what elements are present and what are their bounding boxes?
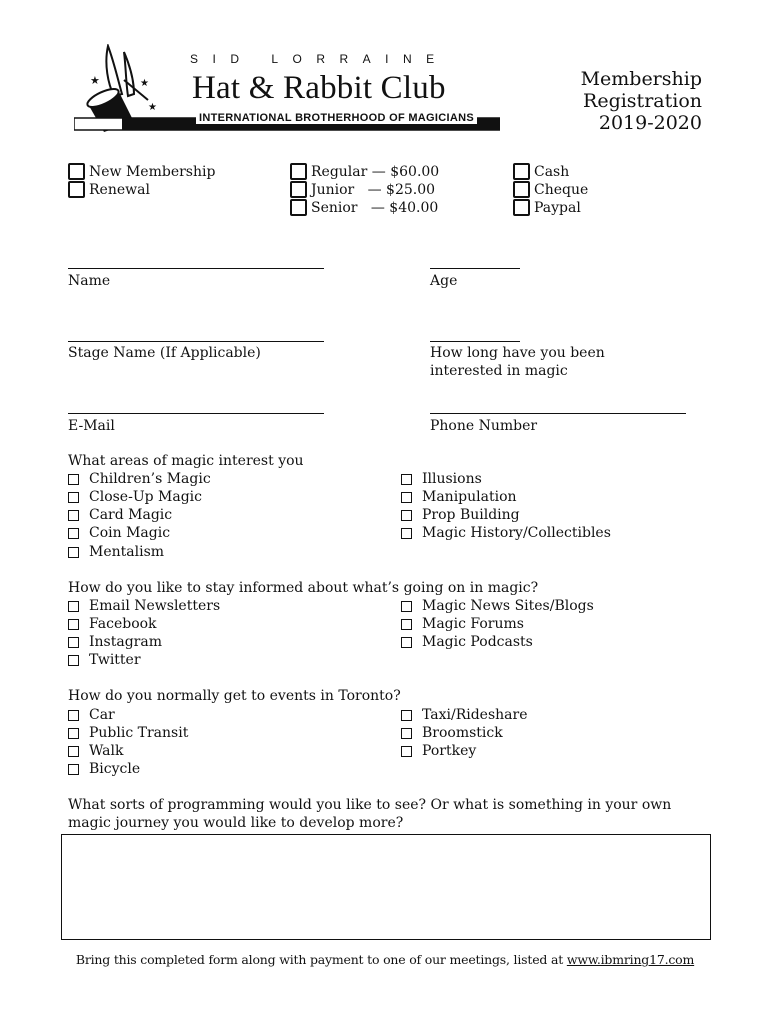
form-title [581,68,702,134]
checkbox-car[interactable] [68,707,115,723]
form-title-year: 2019-2020 [598,112,702,134]
option-label: Email Newsletters [89,598,221,614]
svg-text:★: ★ [140,78,149,89]
option-label: Facebook [89,616,157,632]
checkbox-walk[interactable] [68,743,123,759]
checkbox-icon[interactable] [68,547,79,558]
checkbox-icon[interactable] [68,601,79,612]
checkbox-coin-magic[interactable] [68,525,170,541]
footer-text: Bring this completed form along with payment to one of our meetings, listed at [75,952,567,967]
checkbox-manipulation[interactable] [401,489,517,505]
option-label: Renewal [89,181,150,198]
option-label: Prop Building [422,507,520,523]
option-label: Magic Forums [422,616,524,632]
checkbox-icon[interactable] [401,510,412,521]
option-label: Senior — $40.00 [311,199,439,216]
checkbox-taxi-rideshare[interactable] [401,707,527,723]
checkbox-facebook[interactable] [68,616,157,632]
interest-duration-field[interactable] [430,341,520,342]
option-label: Illusions [422,471,482,487]
option-label: Children’s Magic [89,471,211,487]
checkbox-icon[interactable] [290,163,307,180]
logo-tagline: INTERNATIONAL BROTHERHOOD OF MAGICIANS [196,112,477,124]
age-label: Age [430,273,458,289]
svg-text:★: ★ [90,74,100,87]
interest-duration-label [430,344,605,380]
logo-title: Hat & Rabbit Club [192,70,446,106]
informed-question: How do you like to stay informed about what’s going on in magic? [68,580,539,596]
checkbox-icon[interactable] [68,163,85,180]
phone-field[interactable] [430,413,686,414]
option-label: Card Magic [89,507,173,523]
checkbox-mentalism[interactable] [68,544,164,560]
checkbox-icon[interactable] [68,710,79,721]
phone-label: Phone Number [430,418,538,434]
form-title-line: Membership [580,68,702,90]
checkbox-icon[interactable] [401,619,412,630]
checkbox-instagram[interactable] [68,634,162,650]
option-label: Magic News Sites/Blogs [422,598,594,614]
svg-text:★: ★ [148,102,157,113]
option-label: Twitter [89,652,141,668]
checkbox-icon[interactable] [68,528,79,539]
name-field[interactable] [68,268,324,269]
interest-duration-label-line: How long have you been [430,345,605,361]
programming-question-line: What sorts of programming would you like to see? Or what is something in your own [68,797,672,813]
checkbox-bicycle[interactable] [68,761,140,777]
stage-name-field[interactable] [68,341,324,342]
checkbox-regular[interactable] [290,163,439,180]
checkbox-magic-forums[interactable] [401,616,524,632]
checkbox-portkey[interactable] [401,743,476,759]
checkbox-icon[interactable] [68,510,79,521]
option-label: Mentalism [89,544,165,560]
checkbox-icon[interactable] [513,181,530,198]
checkbox-icon[interactable] [290,181,307,198]
checkbox-card-magic[interactable] [68,507,172,523]
option-label: New Membership [89,163,216,180]
option-label: Cash [534,163,570,180]
programming-question-line: magic journey you would like to develop more? [68,815,404,831]
checkbox-icon[interactable] [401,710,412,721]
logo-top-text: SID LORRAINE [190,52,449,66]
checkbox-magic-podcasts[interactable] [401,634,533,650]
checkbox-icon[interactable] [401,728,412,739]
checkbox-icon[interactable] [401,492,412,503]
option-label: Public Transit [89,725,189,741]
checkbox-renewal[interactable] [68,181,150,198]
stage-name-label: Stage Name (If Applicable) [68,345,261,361]
areas-question: What areas of magic interest you [68,453,304,469]
option-label: Taxi/Rideshare [422,707,528,723]
option-label: Walk [89,743,124,759]
interest-duration-label-line: interested in magic [430,363,568,379]
option-label: Close-Up Magic [89,489,202,505]
checkbox-childrens-magic[interactable] [68,471,211,487]
checkbox-icon[interactable] [68,619,79,630]
checkbox-prop-building[interactable] [401,507,520,523]
option-label: Junior — $25.00 [311,181,436,198]
option-label: Regular — $60.00 [311,163,440,180]
checkbox-new-membership[interactable] [68,163,215,180]
checkbox-magic-history[interactable] [401,525,611,541]
checkbox-icon[interactable] [401,474,412,485]
website-link[interactable]: www.ibmring17.com [566,952,695,967]
checkbox-icon[interactable] [290,199,307,216]
checkbox-icon[interactable] [401,601,412,612]
checkbox-icon[interactable] [68,474,79,485]
checkbox-broomstick[interactable] [401,725,503,741]
checkbox-magic-news-sites[interactable] [401,598,594,614]
checkbox-icon[interactable] [68,746,79,757]
checkbox-public-transit[interactable] [68,725,188,741]
age-field[interactable] [430,268,520,269]
option-label: Paypal [534,199,581,216]
checkbox-senior[interactable] [290,199,438,216]
option-label: Broomstick [422,725,503,741]
option-label: Portkey [422,743,477,759]
checkbox-icon[interactable] [401,637,412,648]
option-label: Bicycle [89,761,141,777]
checkbox-twitter[interactable] [68,652,141,668]
programming-answer-box[interactable] [61,834,711,940]
option-label: Manipulation [422,489,517,505]
email-label: E-Mail [68,418,115,434]
checkbox-email-newsletters[interactable] [68,598,220,614]
footer-note [0,952,770,967]
checkbox-icon[interactable] [68,492,79,503]
checkbox-icon[interactable] [68,181,85,198]
form-title-line: Registration [583,90,702,112]
checkbox-icon[interactable] [68,637,79,648]
option-label: Coin Magic [89,525,171,541]
option-label: Magic Podcasts [422,634,533,650]
checkbox-icon[interactable] [401,746,412,757]
checkbox-icon[interactable] [68,728,79,739]
checkbox-cash[interactable] [513,163,569,180]
checkbox-icon[interactable] [68,655,79,666]
checkbox-junior[interactable] [290,181,435,198]
checkbox-icon[interactable] [513,199,530,216]
checkbox-cheque[interactable] [513,181,588,198]
checkbox-illusions[interactable] [401,471,482,487]
checkbox-close-up-magic[interactable] [68,489,202,505]
option-label: Cheque [534,181,589,198]
option-label: Car [89,707,115,723]
checkbox-icon[interactable] [513,163,530,180]
name-label: Name [68,273,111,289]
transport-question: How do you normally get to events in Toronto? [68,688,401,704]
checkbox-paypal[interactable] [513,199,581,216]
email-field[interactable] [68,413,324,414]
checkbox-icon[interactable] [401,528,412,539]
option-label: Magic History/Collectibles [422,525,611,541]
checkbox-icon[interactable] [68,764,79,775]
option-label: Instagram [89,634,162,650]
